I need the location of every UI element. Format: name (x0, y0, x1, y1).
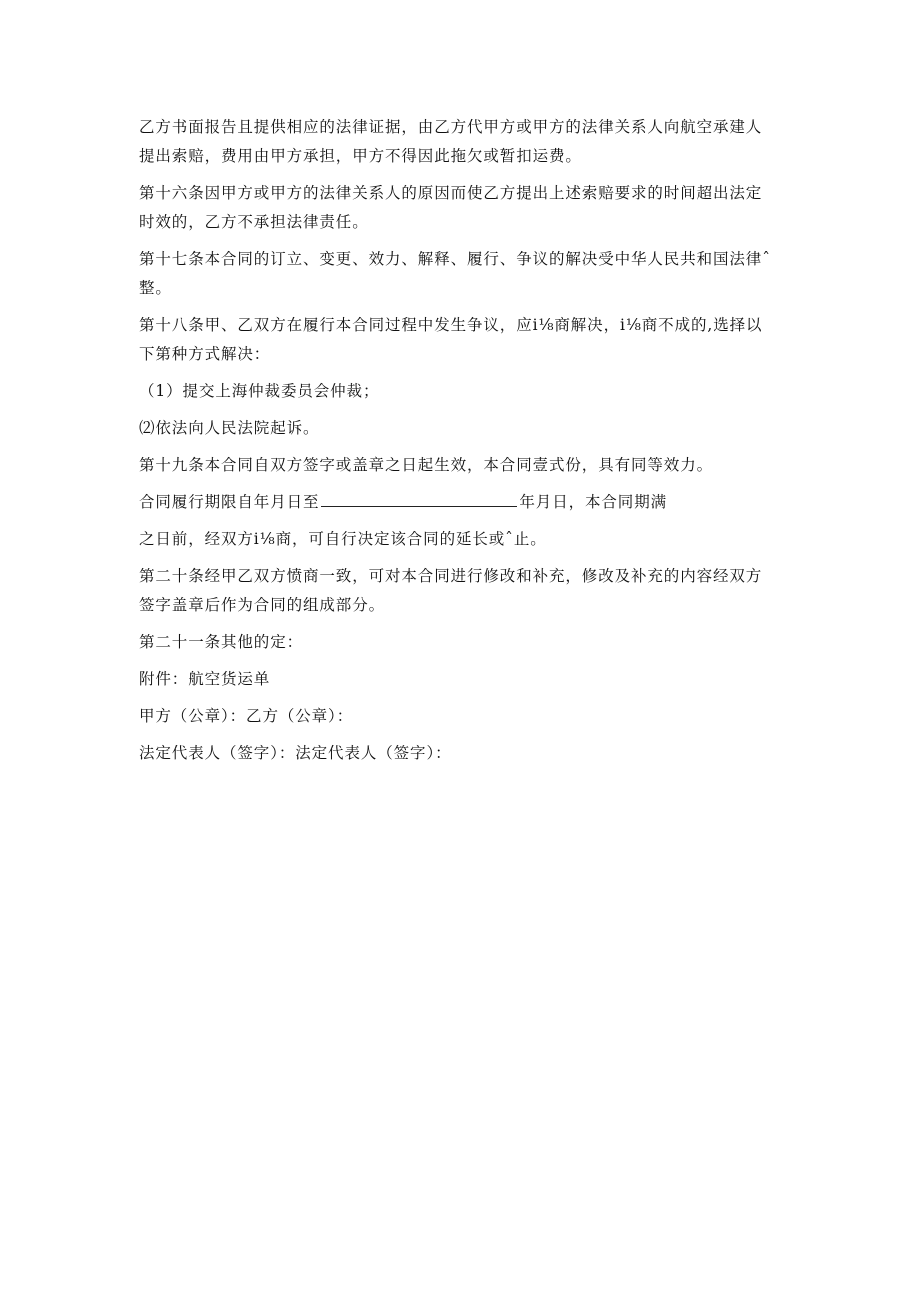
paragraph-line: 下第种方式解决： (139, 345, 271, 363)
paragraph-line: 第二十一条其他的定： (139, 633, 304, 651)
term-text-after: 年月日，本合同期满 (519, 493, 668, 511)
paragraph-line: 提出索赔，费用由甲方承担，甲方不得因此拖欠或暂扣运费。 (139, 147, 582, 165)
paragraph-claim-report (139, 113, 789, 171)
paragraph-line: 整。 (139, 279, 172, 297)
term-extension-line (139, 525, 789, 554)
option-court (139, 414, 789, 443)
paragraph-line: 乙方书面报告且提供相应的法律证据，由乙方代甲方或甲方的法律关系人向航空承建人 (139, 118, 763, 136)
paragraph-line: 甲方（公章）：乙方（公章）： (139, 707, 354, 725)
signature-line (139, 739, 789, 768)
paragraph-line: 第十八条甲、乙双方在履行本合同过程中发生争议，应i⅛商解决，i⅛商不成的,选择以 (139, 316, 763, 334)
paragraph-line: 法定代表人（签字）：法定代表人（签字）： (139, 744, 452, 762)
paragraph-line: （1）提交上海仲裁委员会仲裁； (139, 382, 380, 400)
clause-19 (139, 451, 789, 480)
date-blank-line (321, 492, 517, 507)
paragraph-line: 第十七条本合同的订立、变更、效力、解释、履行、争议的解决受中华人民共和国法律ˆ (139, 250, 771, 268)
contract-text-body (139, 113, 789, 776)
seal-line (139, 702, 789, 731)
paragraph-line: ⑵依法向人民法院起诉。 (139, 419, 320, 437)
paragraph-line: 第十九条本合同自双方签字或盖章之日起生效，本合同壹式份，具有同等效力。 (139, 456, 714, 474)
paragraph-line: 第十六条因甲方或甲方的法律关系人的原因而使乙方提出上述索赔要求的时间超出法定 (139, 184, 763, 202)
paragraph-line (139, 488, 789, 517)
clause-16 (139, 179, 789, 237)
clause-18 (139, 311, 789, 369)
paragraph-line: 第二十条经甲乙双方愤商一致，可对本合同进行修改和补充，修改及补充的内容经双方 (139, 567, 763, 585)
clause-21 (139, 628, 789, 657)
contract-term-line (139, 488, 789, 517)
term-text-before: 合同履行期限自年月日至 (139, 493, 320, 511)
option-arbitration (139, 377, 789, 406)
attachment-line (139, 665, 789, 694)
clause-20 (139, 562, 789, 620)
paragraph-line: 之日前，经双方i⅛商，可自行决定该合同的延长或ˆ止。 (139, 530, 547, 548)
paragraph-line: 签字盖章后作为合同的组成部分。 (139, 596, 386, 614)
clause-17 (139, 245, 789, 303)
paragraph-line: 附件：航空货运单 (139, 670, 271, 688)
paragraph-line: 时效的，乙方不承担法律责任。 (139, 213, 369, 231)
